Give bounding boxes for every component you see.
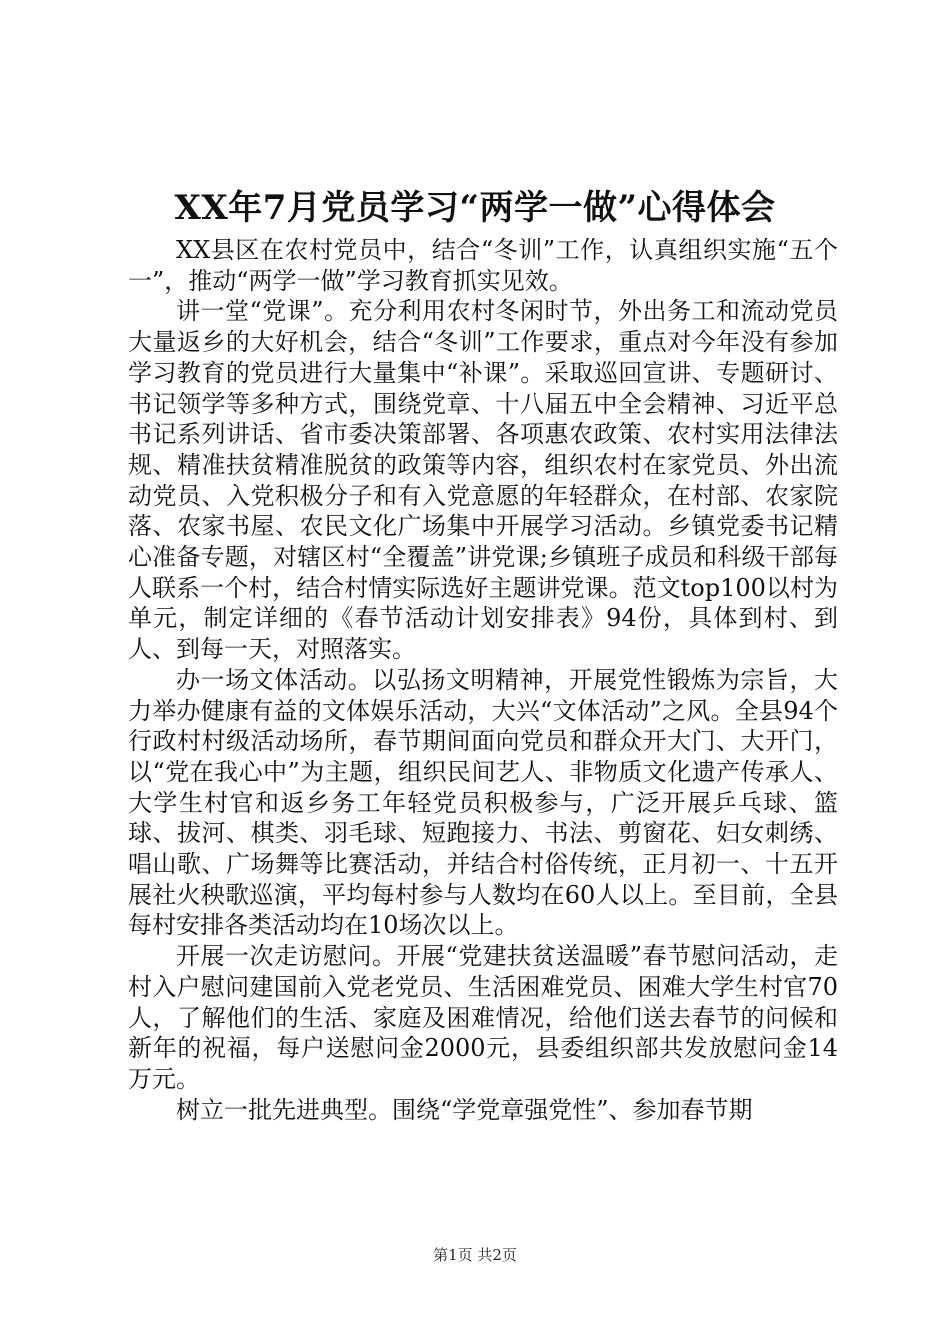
- page-footer: 第1页 共2页: [433, 1246, 517, 1264]
- paragraph-role-models: 树立一批先进典型。围绕“学党章强党性”、参加春节期: [176, 1095, 753, 1124]
- paragraph-intro: XX县区在农村党员中，结合“冬训”工作，认真组织实施“五个一”，推动“两学一做”学习教育抓实见效。: [128, 236, 838, 295]
- document-body: [128, 235, 838, 1125]
- paragraph-cultural-activity: 办一场文体活动。以弘扬文明精神，开展党性锻炼为宗旨，大力举办健康有益的文体娱乐活动，大兴“文体活动”之风。全县94个行政村村级活动场所，春节期间面向党员和群众开大门、大开门，以“党在我心中”为主题，组织民间艺人、非物质文化遗产传承人、大学生村官和返乡务工年轻党员积极参与，广泛开展乒乓球、篮球、拔河、棋类、羽毛球、短跑接力、书法、剪窗花、妇女刺绣、唱山歌、广场舞等比赛活动，并结合村俗传统，正月初一、十五开展社火秧歌巡演，平均每村参与人数均在60人以上。至目前，全县每村安排各类活动均在10场次以上。: [128, 665, 838, 940]
- paragraph-party-lecture: 讲一堂“党课”。充分利用农村冬闲时节，外出务工和流动党员大量返乡的大好机会，结合“冬训”工作要求，重点对今年没有参加学习教育的党员进行大量集中“补课”。采取巡回宣讲、专题研讨、书记领学等多种方式，围绕党章、十八届五中全会精神、习近平总书记系列讲话、省市委决策部署、各项惠农政策、农村实用法律法规、精准扶贫精准脱贫的政策等内容，组织农村在家党员、外出流动党员、入党积极分子和有入党意愿的年轻群众，在村部、农家院落、农家书屋、农民文化广场集中开展学习活动。乡镇党委书记精心准备专题，对辖区村“全覆盖”讲党课;乡镇班子成员和科级干部每人联系一个村，结合村情实际选好主题讲党课。范文top100以村为单元，制定详细的《春节活动计划安排表》94份，具体到村、到人、到每一天，对照落实。: [128, 297, 838, 664]
- paragraph-visit: 开展一次走访慰问。开展“党建扶贫送温暖”春节慰问活动，走村入户慰问建国前入党老党员、生活困难党员、困难大学生村官70人，了解他们的生活、家庭及困难情况，给他们送去春节的问候和新年的祝福，每户送慰问金2000元，县委组织部共发放慰问金14万元。: [128, 942, 838, 1093]
- document-title: XX年7月党员学习“两学一做”心得体会: [174, 188, 776, 228]
